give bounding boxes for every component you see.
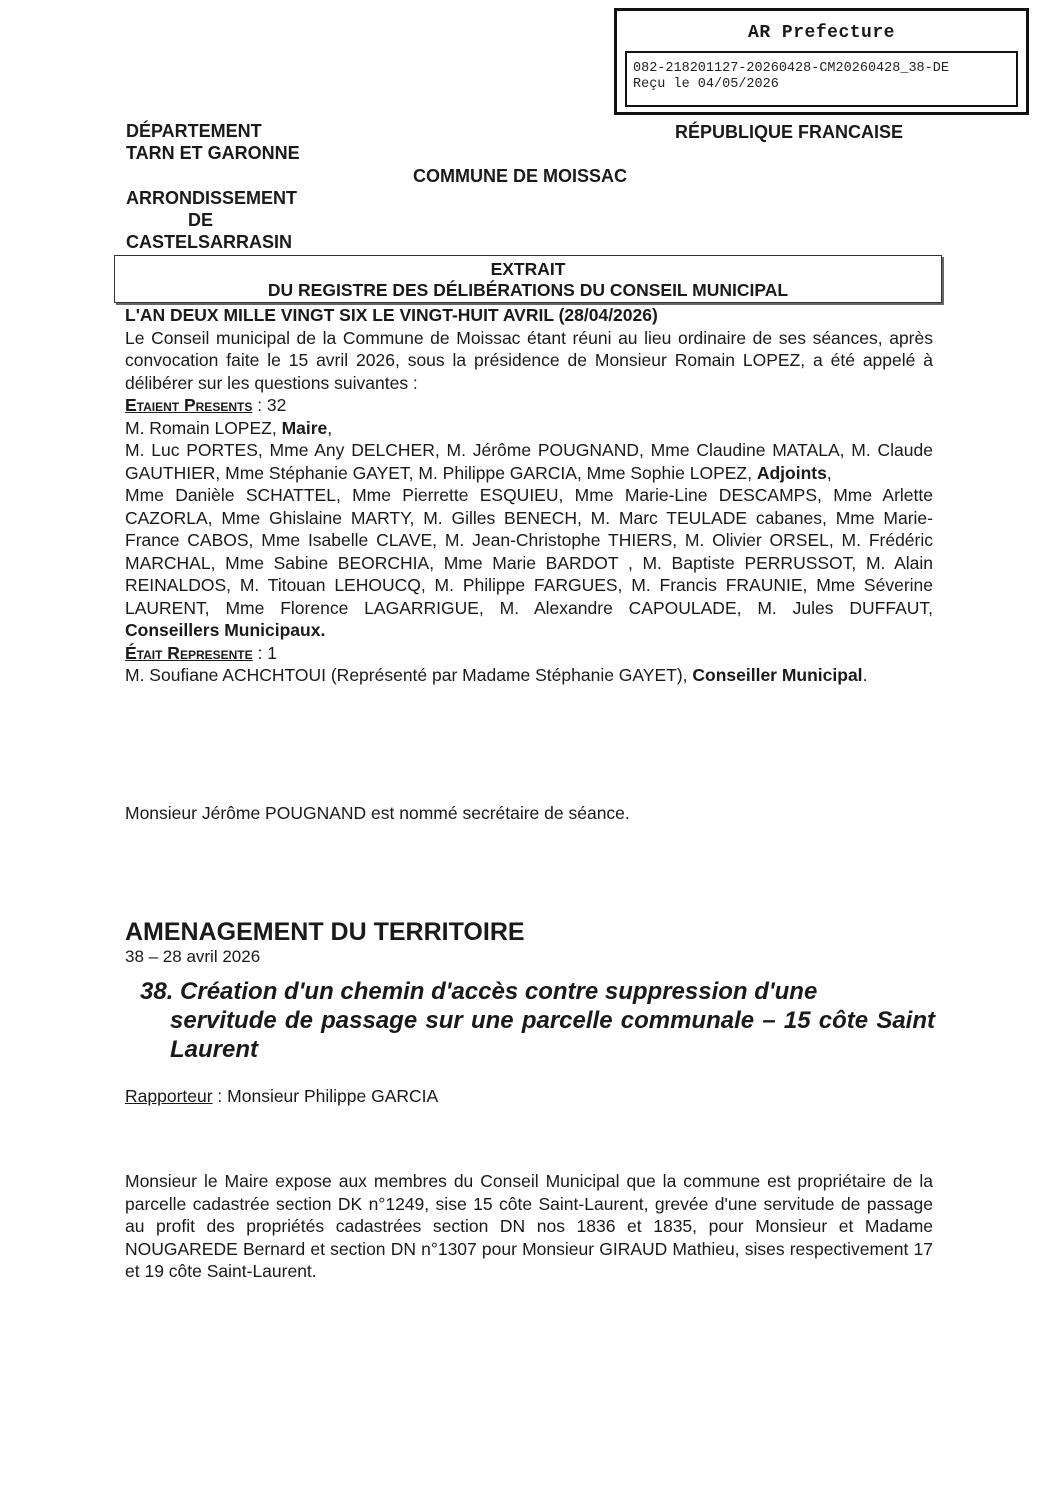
rapporteur-line xyxy=(125,1085,933,1108)
item-title-rest: servitude de passage sur une parcelle communale – 15 côte Saint Laurent xyxy=(170,1007,935,1063)
department-name: TARN ET GARONNE xyxy=(126,143,300,163)
ar-prefecture-stamp xyxy=(614,8,1029,115)
item-title-line1: Création d'un chemin d'accès contre suppression d'une xyxy=(180,978,818,1005)
adjoints-role: Adjoints xyxy=(756,462,827,483)
session-intro: Le Conseil municipal de la Commune de Moissac étant réuni au lieu ordinaire de ses séances, après convocation faite le 15 avril 2026, sous la présidence de Monsieur Romain LOPEZ, a été appelé à délibérer sur les questions suivantes : xyxy=(125,327,933,393)
conseillers-paragraph xyxy=(125,484,933,642)
maire-role: Maire xyxy=(281,417,328,438)
arrondissement-line3: CASTELSARRASIN xyxy=(126,232,293,252)
department-label: DÉPARTEMENT xyxy=(126,121,262,141)
stamp-received: Reçu le 04/05/2026 xyxy=(633,77,779,92)
commune-label: COMMUNE DE MOISSAC xyxy=(413,166,628,186)
expose-paragraph: Monsieur le Maire expose aux membres du Conseil Municipal que la commune est propriétaire de la parcelle cadastrée section DK n°1249, sise 15 côte Saint-Laurent, grevée d'une servitude de passage au profit des propriétés cadastrées section DN nos 1836 et 1835, pour Monsieur et Madame NOUGAREDE Bernard et section DN n°1307 pour Monsieur GIRAUD Mathieu, sises respectivement 17 et 19 côte Saint-Laurent. xyxy=(125,1171,933,1281)
represente-count: : 1 xyxy=(252,642,277,663)
presents-label: Etaient Presents xyxy=(125,395,253,415)
extrait-title: EXTRAIT xyxy=(490,259,566,279)
session-date: L'AN DEUX MILLE VINGT SIX LE VINGT-HUIT AVRIL (28/04/2026) xyxy=(125,305,658,325)
presents-count: : 32 xyxy=(252,395,287,415)
department-block xyxy=(126,120,300,164)
adjoints-names: M. Luc PORTES, Mme Any DELCHER, M. Jérôme POUGNAND, Mme Claudine MATALA, M. Claude GAUTHIER, Mme Stéphanie GAYET, M. Philippe GARCIA, Mme Sophie LOPEZ, xyxy=(125,440,933,483)
arrondissement-line1: ARRONDISSEMENT xyxy=(126,188,298,208)
represente-paragraph: M. Soufiane ACHCHTOUI (Représenté par Madame Stéphanie GAYET), Conseiller Municipal. xyxy=(125,665,868,685)
extrait-subtitle: DU REGISTRE DES DÉLIBÉRATIONS DU CONSEIL MUNICIPAL xyxy=(267,280,789,300)
conseillers-role: Conseillers Municipaux. xyxy=(125,620,326,640)
represente-line xyxy=(125,642,933,665)
session-body xyxy=(125,304,933,687)
section-subtitle: 38 – 28 avril 2026 xyxy=(125,947,261,966)
rapporteur-label: Rapporteur xyxy=(125,1086,213,1106)
secretaire-line: Monsieur Jérôme POUGNAND est nommé secrétaire de séance. xyxy=(125,803,630,823)
stamp-details xyxy=(625,51,1018,107)
represente-label: Était Represente xyxy=(125,642,253,663)
arrondissement-line2: DE xyxy=(188,210,214,230)
stamp-reference: 082-218201127-20260428-CM20260428_38-DE xyxy=(633,61,949,76)
maire-line: M. Romain LOPEZ, Maire, xyxy=(125,417,333,438)
conseillers-names: Mme Danièle SCHATTEL, Mme Pierrette ESQUIEU, Mme Marie-Line DESCAMPS, Mme Arlette CAZORLA, Mme Ghislaine MARTY, M. Gilles BENECH, M. Marc TEULADE cabanes, Mme Marie-France CABOS, Mme Isabelle CLAVE, M. Jean-Christophe THIERS, M. Olivier ORSEL, M. Frédéric MARCHAL, Mme Sabine BEORCHIA, Mme Marie BARDOT , M. Baptiste PERRUSSOT, M. Alain REINALDOS, M. Titouan LEHOUCQ, M. Philippe FARGUES, M. Francis FRAUNIE, Mme Séverine LAURENT, Mme Florence LAGARRIGUE, M. Alexandre CAPOULADE, M. Jules DUFFAUT, xyxy=(125,485,933,618)
item-number: 38. xyxy=(140,978,181,1005)
stamp-title: AR Prefecture xyxy=(748,23,895,43)
represente-role: Conseiller Municipal xyxy=(692,665,863,685)
extrait-box xyxy=(114,255,942,303)
presents-line xyxy=(125,394,933,417)
adjoints-paragraph: M. Luc PORTES, Mme Any DELCHER, M. Jérôme POUGNAND, Mme Claudine MATALA, M. Claude GAUTHIER, Mme Stéphanie GAYET, M. Philippe GARCIA, Mme Sophie LOPEZ, Adjoints, xyxy=(125,440,933,483)
item-title xyxy=(140,977,935,1064)
rapporteur-name: : Monsieur Philippe GARCIA xyxy=(212,1086,439,1106)
arrondissement-block xyxy=(126,187,297,253)
represente-text: M. Soufiane ACHCHTOUI (Représenté par Madame Stéphanie GAYET), xyxy=(125,665,693,685)
section-title: AMENAGEMENT DU TERRITOIRE xyxy=(125,918,525,946)
republic-label: RÉPUBLIQUE FRANCAISE xyxy=(675,122,904,142)
maire-name: M. Romain LOPEZ, xyxy=(125,417,282,438)
